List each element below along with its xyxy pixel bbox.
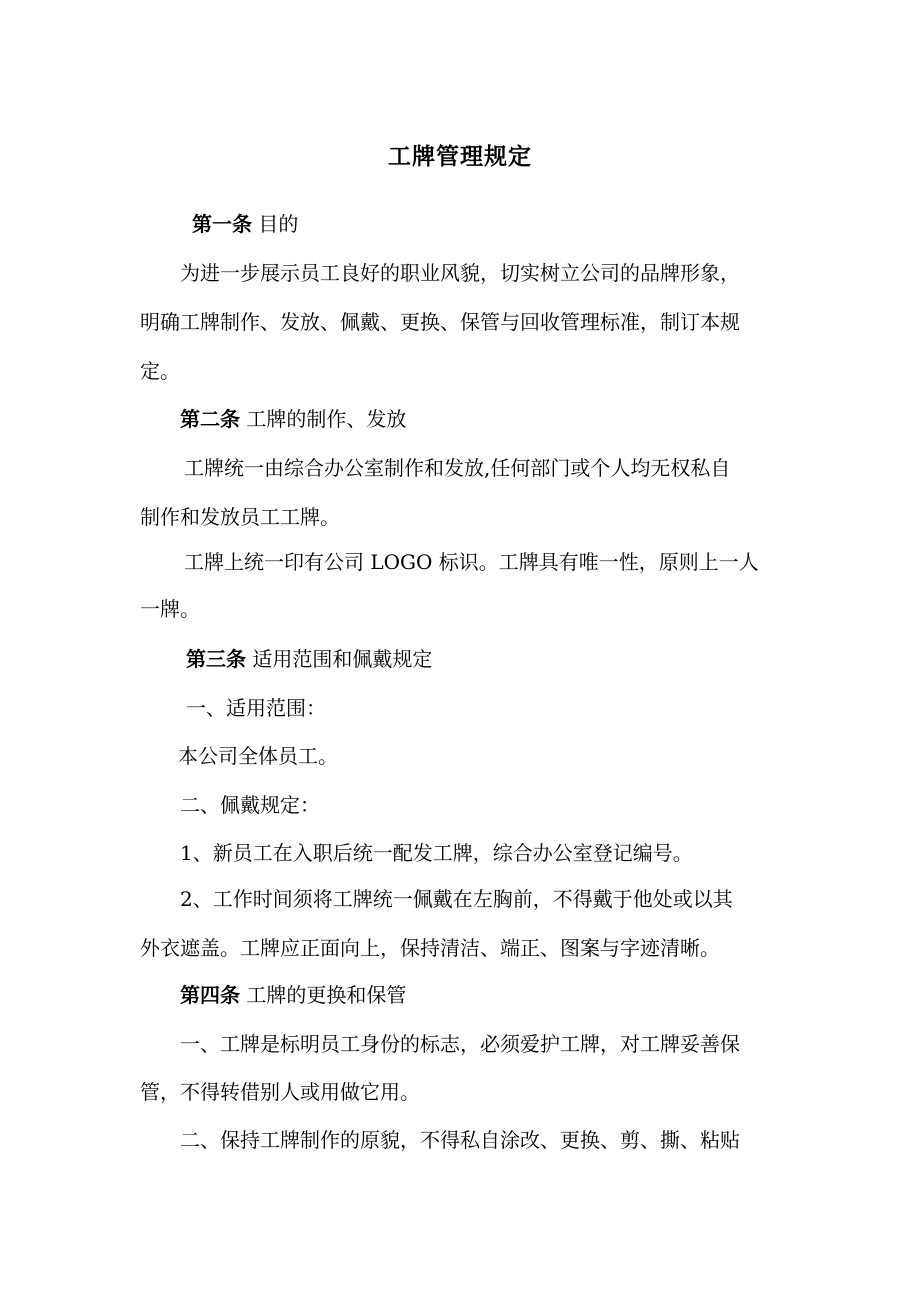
article-3-label: 第三条: [186, 647, 246, 671]
article-3-subheading-2: 二、佩戴规定：: [180, 793, 320, 817]
article-4-label: 第四条: [180, 983, 240, 1007]
article-3-item-2-line-2: 外衣遮盖。工牌应正面向上，保持清洁、端正、图案与字迹清晰。: [140, 936, 720, 960]
article-3-item-1: 1、新员工在入职后统一配发工牌，综合办公室登记编号。: [180, 841, 693, 865]
article-1-line-1: 为进一步展示员工良好的职业风貌，切实树立公司的品牌形象，: [180, 261, 740, 285]
article-4-title: 工牌的更换和保管: [246, 983, 407, 1007]
article-1-line-2: 明确工牌制作、发放、佩戴、更换、保管与回收管理标准，制订本规: [140, 310, 740, 334]
article-3-scope-text: 本公司全体员工。: [178, 744, 338, 768]
article-4-item-2-line-1: 二、保持工牌制作的原貌，不得私自涂改、更换、剪、撕、粘贴: [180, 1128, 740, 1152]
article-4-item-1-line-2: 管，不得转借别人或用做它用。: [140, 1080, 420, 1104]
article-1-title: 目的: [258, 212, 299, 236]
article-3-subheading-1: 一、适用范围：: [186, 696, 326, 720]
article-2-para-1-line-1: 工牌统一由综合办公室制作和发放,任何部门或个人均无权私自: [184, 456, 731, 480]
article-2-para-2-line-1: 工牌上统一印有公司 LOGO 标识。工牌具有唯一性，原则上一人: [184, 550, 759, 574]
article-3-item-2-line-1: 2、工作时间须将工牌统一佩戴在左胸前，不得戴于他处或以其: [180, 887, 733, 911]
article-3-heading: [186, 644, 432, 674]
article-3-title: 适用范围和佩戴规定: [252, 647, 433, 671]
article-1-label: 第一条: [192, 212, 252, 236]
article-2-label: 第二条: [180, 407, 240, 431]
article-1-heading: [192, 209, 298, 239]
article-1-line-3: 定。: [140, 359, 180, 383]
document-title: 工牌管理规定: [388, 143, 532, 170]
article-4-heading: [180, 980, 406, 1010]
article-2-para-2-line-2: 一牌。: [140, 597, 200, 621]
article-4-item-1-line-1: 一、工牌是标明员工身份的标志，必须爱护工牌，对工牌妥善保: [180, 1032, 740, 1056]
article-2-title: 工牌的制作、发放: [246, 407, 407, 431]
article-2-heading: [180, 404, 406, 434]
article-2-para-1-line-2: 制作和发放员工工牌。: [140, 505, 340, 529]
